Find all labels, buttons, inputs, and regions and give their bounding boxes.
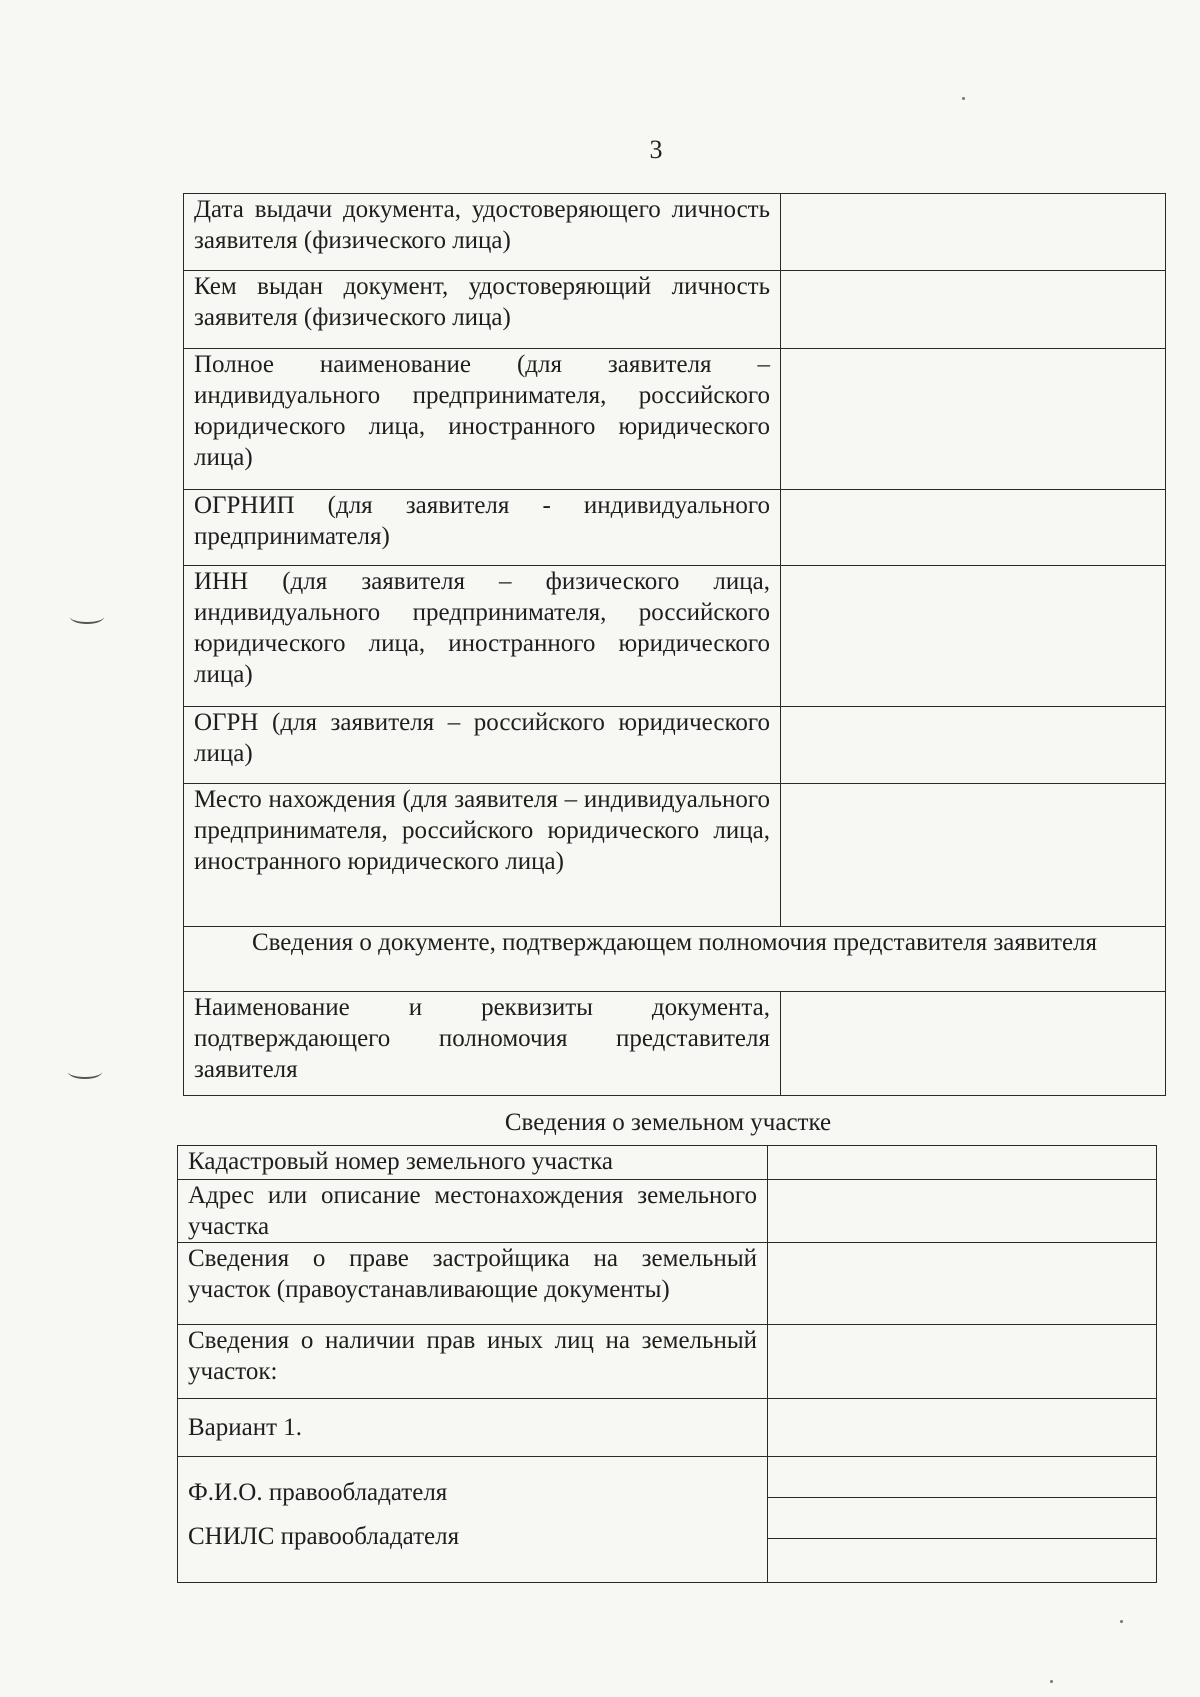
scan-dot [1120, 1620, 1123, 1623]
scan-dot [962, 97, 965, 100]
table-row [178, 1180, 1157, 1243]
section-header-row [184, 927, 1166, 992]
holder-extra-field[interactable] [768, 1539, 1156, 1580]
row-label: Кадастровый номер земельного участка [178, 1146, 768, 1180]
value-cell[interactable] [781, 490, 1166, 566]
table-row [184, 349, 1166, 490]
row-label: Адрес или описание местонахождения земельного участка [178, 1180, 768, 1243]
row-label: Дата выдачи документа, удостоверяющего личность заявителя (физического лица) [184, 194, 781, 271]
table-row [184, 784, 1166, 927]
table-row [184, 707, 1166, 784]
table-row [178, 1399, 1157, 1457]
holder-name-field[interactable] [768, 1457, 1156, 1498]
value-cell[interactable] [768, 1325, 1157, 1399]
table-row [184, 490, 1166, 566]
value-cell[interactable] [768, 1146, 1157, 1180]
value-cell[interactable] [768, 1243, 1157, 1325]
row-label: Вариант 1. [178, 1399, 768, 1457]
row-label: Полное наименование (для заявителя – индивидуального предпринимателя, российского юридического лица, иностранного юридического лица) [184, 349, 781, 490]
row-label: Место нахождения (для заявителя – индивидуального предпринимателя, российского юридического лица, иностранного юридического лица) [184, 784, 781, 927]
land-table [177, 1145, 1157, 1583]
scan-dot [1050, 1680, 1053, 1683]
holder-snils-label: СНИЛС правообладателя [188, 1523, 460, 1550]
holder-row [178, 1457, 1157, 1583]
value-cell[interactable] [781, 566, 1166, 707]
table-row [178, 1146, 1157, 1180]
table-row [184, 271, 1166, 349]
value-cell[interactable] [768, 1180, 1157, 1243]
table-row [184, 566, 1166, 707]
row-label: ИНН (для заявителя – физического лица, индивидуального предпринимателя, российского юридического лица, иностранного юридического лица) [184, 566, 781, 707]
value-cell[interactable] [781, 349, 1166, 490]
value-cell[interactable] [781, 194, 1166, 271]
scan-mark [70, 610, 104, 624]
value-cell[interactable] [781, 784, 1166, 927]
land-section-title: Сведения о земельном участке [504, 1109, 832, 1136]
row-label: Сведения о наличии прав иных лиц на земельный участок: [178, 1325, 768, 1399]
page-number: 3 [649, 135, 663, 164]
scan-mark [68, 1065, 102, 1079]
table-row [178, 1243, 1157, 1325]
table-row [184, 992, 1166, 1096]
applicant-table [183, 193, 1166, 1096]
table-row [184, 194, 1166, 271]
holder-subgrid [768, 1457, 1156, 1579]
holder-name-label: Ф.И.О. правообладателя [188, 1479, 448, 1506]
value-cell[interactable] [781, 271, 1166, 349]
holder-values [768, 1457, 1157, 1583]
row-label: ОГРНИП (для заявителя - индивидуального предпринимателя) [184, 490, 781, 566]
holder-labels [178, 1457, 768, 1583]
holder-snils-field[interactable] [768, 1498, 1156, 1539]
row-label: Сведения о праве застройщика на земельный участок (правоустанавливающие документы) [178, 1243, 768, 1325]
representative-heading: Сведения о документе, подтверждающем полномочия представителя заявителя [184, 927, 1166, 992]
row-label: Кем выдан документ, удостоверяющий личность заявителя (физического лица) [184, 271, 781, 349]
table-row [178, 1325, 1157, 1399]
row-label: Наименование и реквизиты документа, подтверждающего полномочия представителя заявителя [184, 992, 781, 1096]
value-cell[interactable] [781, 707, 1166, 784]
value-cell[interactable] [781, 992, 1166, 1096]
value-cell[interactable] [768, 1399, 1157, 1457]
row-label: ОГРН (для заявителя – российского юридического лица) [184, 707, 781, 784]
